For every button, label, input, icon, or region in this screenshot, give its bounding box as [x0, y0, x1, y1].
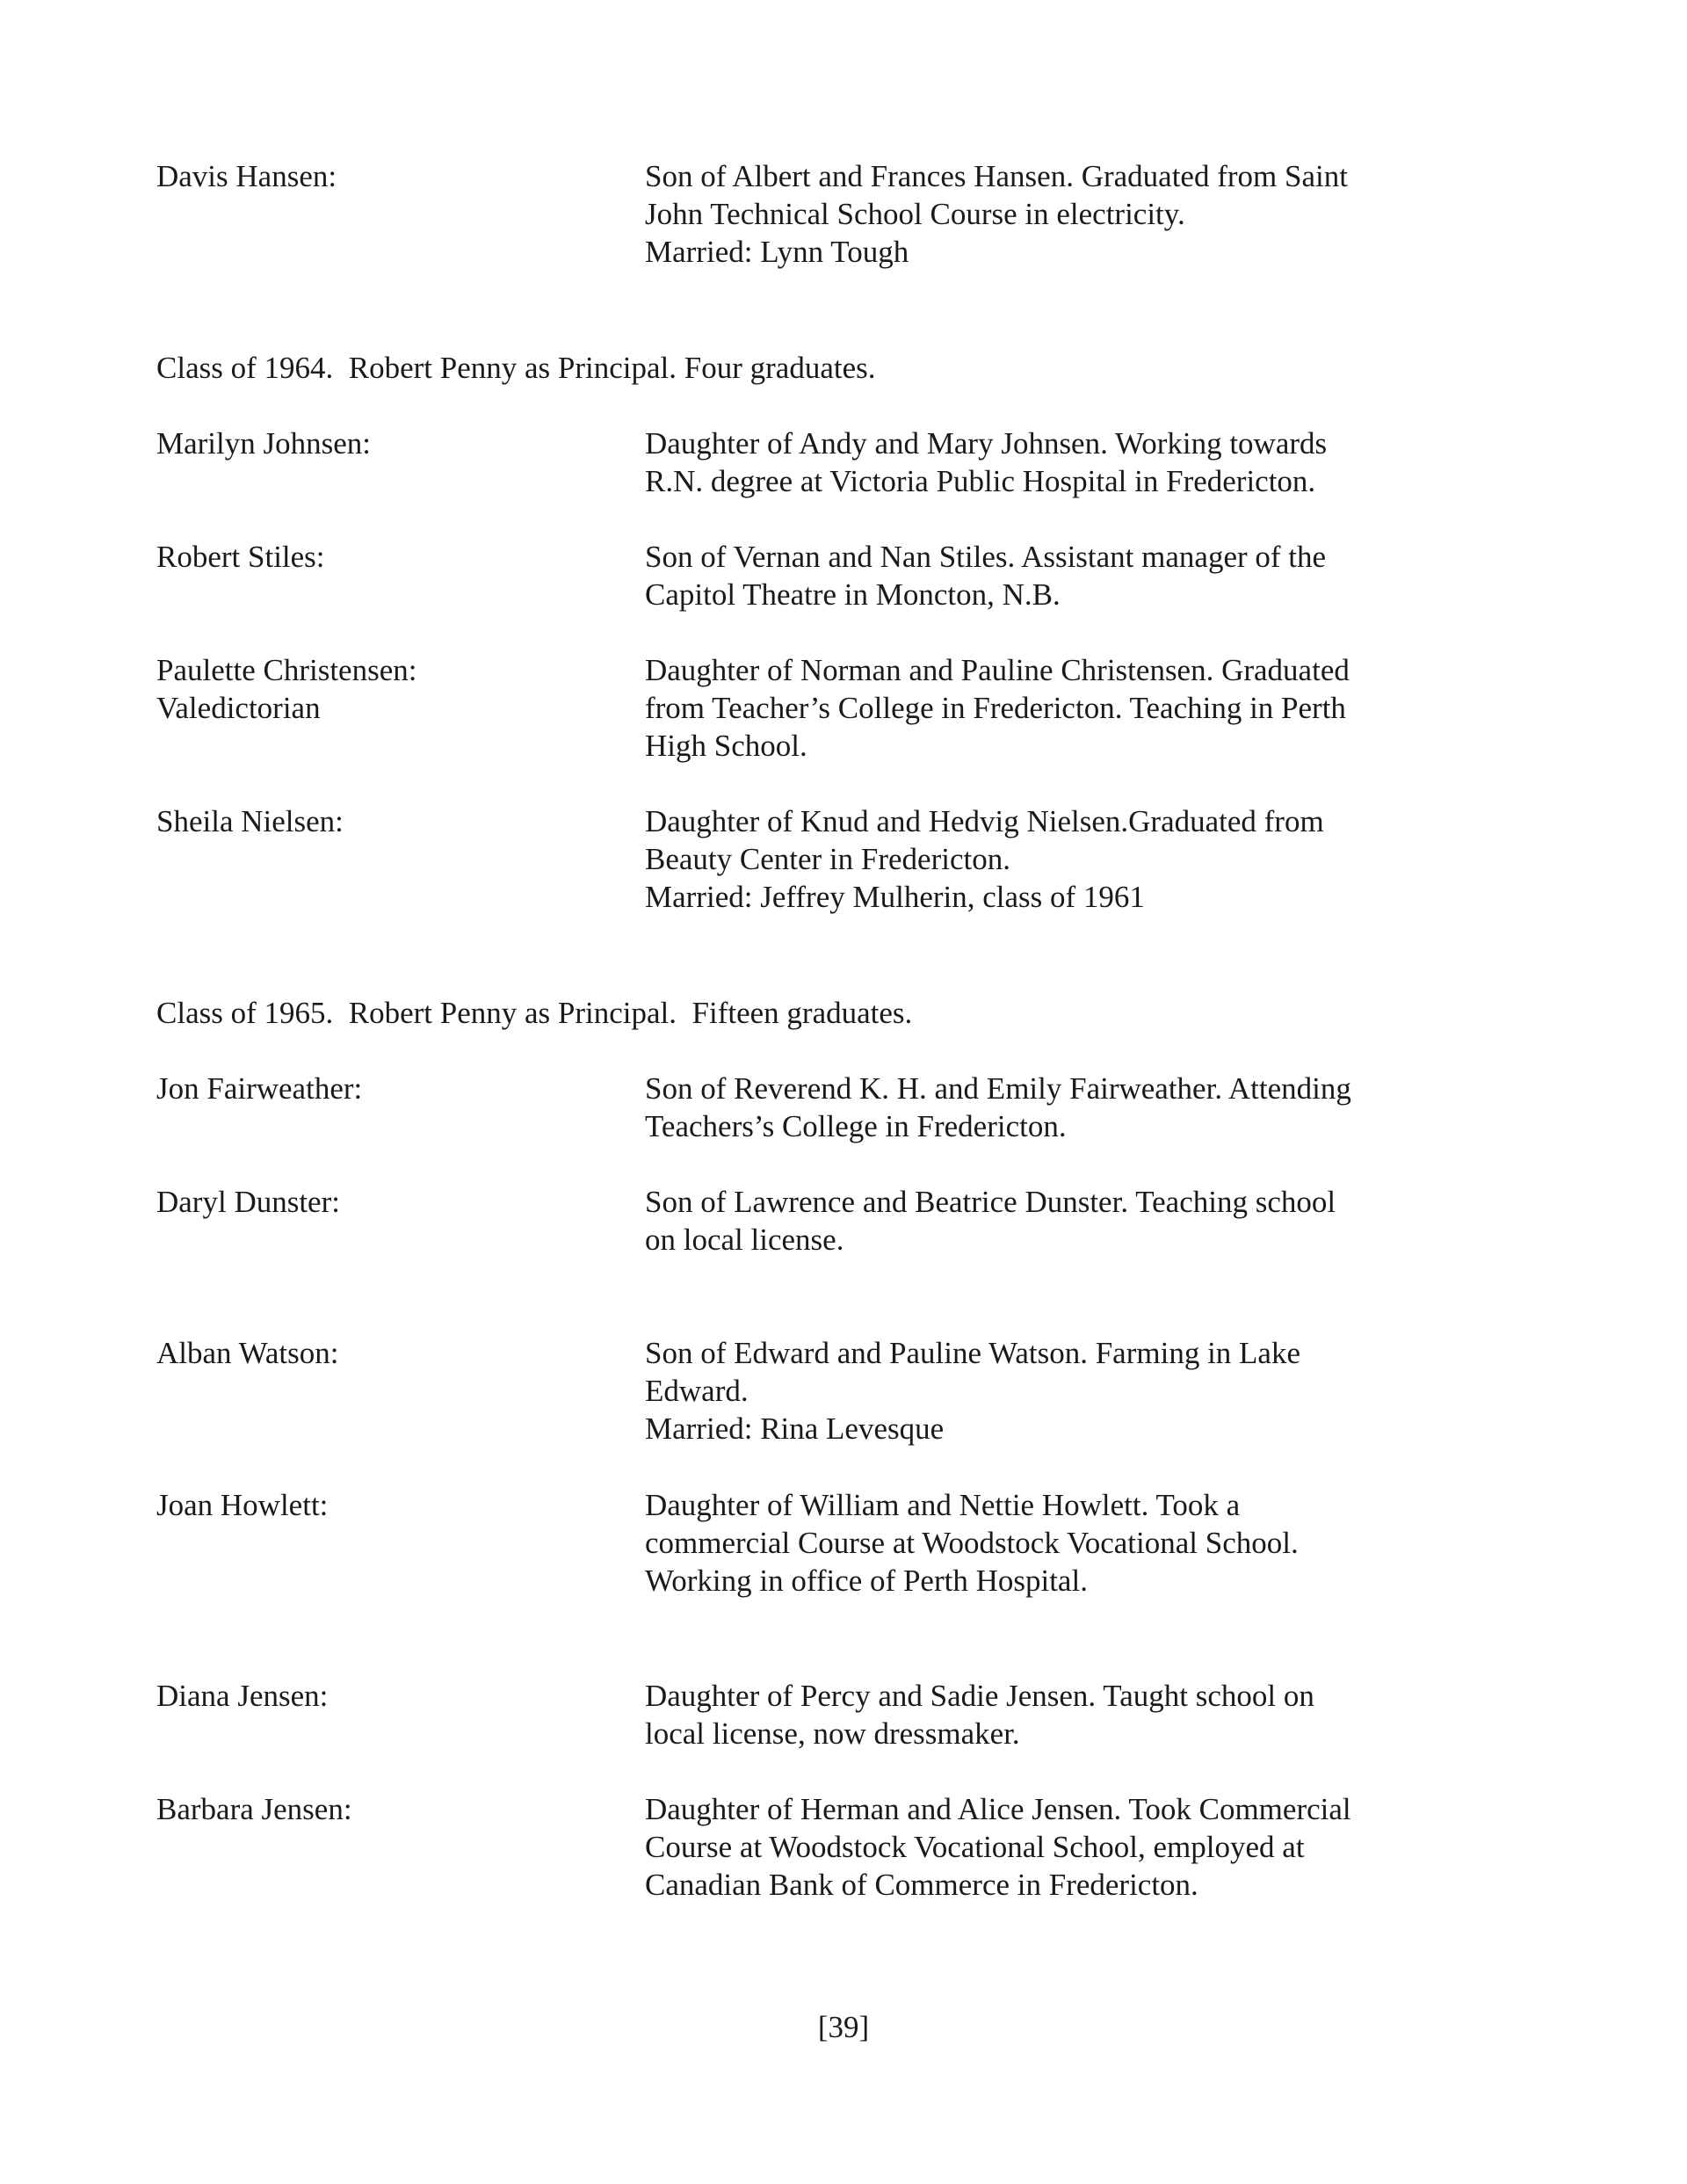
graduate-name: Jon Fairweather: [156, 1071, 363, 1106]
graduate-description: Son of Reverend K. H. and Emily Fairweather. Attending Teachers’s College in Fredericton. [645, 1071, 1351, 1143]
graduate-name: Barbara Jensen: [156, 1792, 352, 1826]
graduate-name: Robert Stiles: [156, 540, 325, 574]
graduate-description: Son of Albert and Frances Hansen. Graduated from Saint John Technical School Course in electricity. Married: Lynn Tough [645, 159, 1348, 269]
graduate-description: Daughter of Knud and Hedvig Nielsen.Graduated from Beauty Center in Fredericton. Married: Jeffrey Mulherin, class of 1961 [645, 804, 1324, 914]
graduate-name: Daryl Dunster: [156, 1185, 340, 1219]
graduate-name: Paulette Christensen: Valedictorian [156, 651, 631, 727]
graduate-description: Son of Lawrence and Beatrice Dunster. Teaching school on local license. [645, 1185, 1336, 1257]
graduate-name: Joan Howlett: [156, 1488, 329, 1522]
graduate-name: Diana Jensen: [156, 1679, 329, 1713]
page-number: [39] [817, 2010, 870, 2044]
graduate-description: Daughter of Andy and Mary Johnsen. Working towards R.N. degree at Victoria Public Hospital in Fredericton. [645, 426, 1328, 498]
valedictorian-label: Valedictorian [156, 691, 321, 725]
graduate-name: Alban Watson: [156, 1336, 339, 1370]
graduate-description: Daughter of Percy and Sadie Jensen. Taught school on local license, now dressmaker. [645, 1679, 1314, 1751]
graduate-name: Sheila Nielsen: [156, 804, 344, 838]
class-heading-1964: Class of 1964. Robert Penny as Principal. Four graduates. [156, 351, 876, 385]
graduate-description: Son of Edward and Pauline Watson. Farming in Lake Edward. Married: Rina Levesque [645, 1336, 1300, 1446]
graduate-description: Daughter of Norman and Pauline Christensen. Graduated from Teacher’s College in Fredericton. Teaching in Perth High School. [645, 653, 1350, 763]
graduate-name: Marilyn Johnsen: [156, 426, 372, 461]
graduate-description: Daughter of Herman and Alice Jensen. Took Commercial Course at Woodstock Vocational School, employed at Canadian Bank of Commerce in Fredericton. [645, 1792, 1351, 1902]
graduate-description: Daughter of William and Nettie Howlett. Took a commercial Course at Woodstock Vocational School. Working in office of Perth Hospital. [645, 1488, 1299, 1598]
graduate-description: Son of Vernan and Nan Stiles. Assistant manager of the Capitol Theatre in Moncton, N.B. [645, 540, 1327, 612]
graduate-name: Davis Hansen: [156, 159, 337, 193]
class-heading-1965: Class of 1965. Robert Penny as Principal. Fifteen graduates. [156, 996, 913, 1030]
